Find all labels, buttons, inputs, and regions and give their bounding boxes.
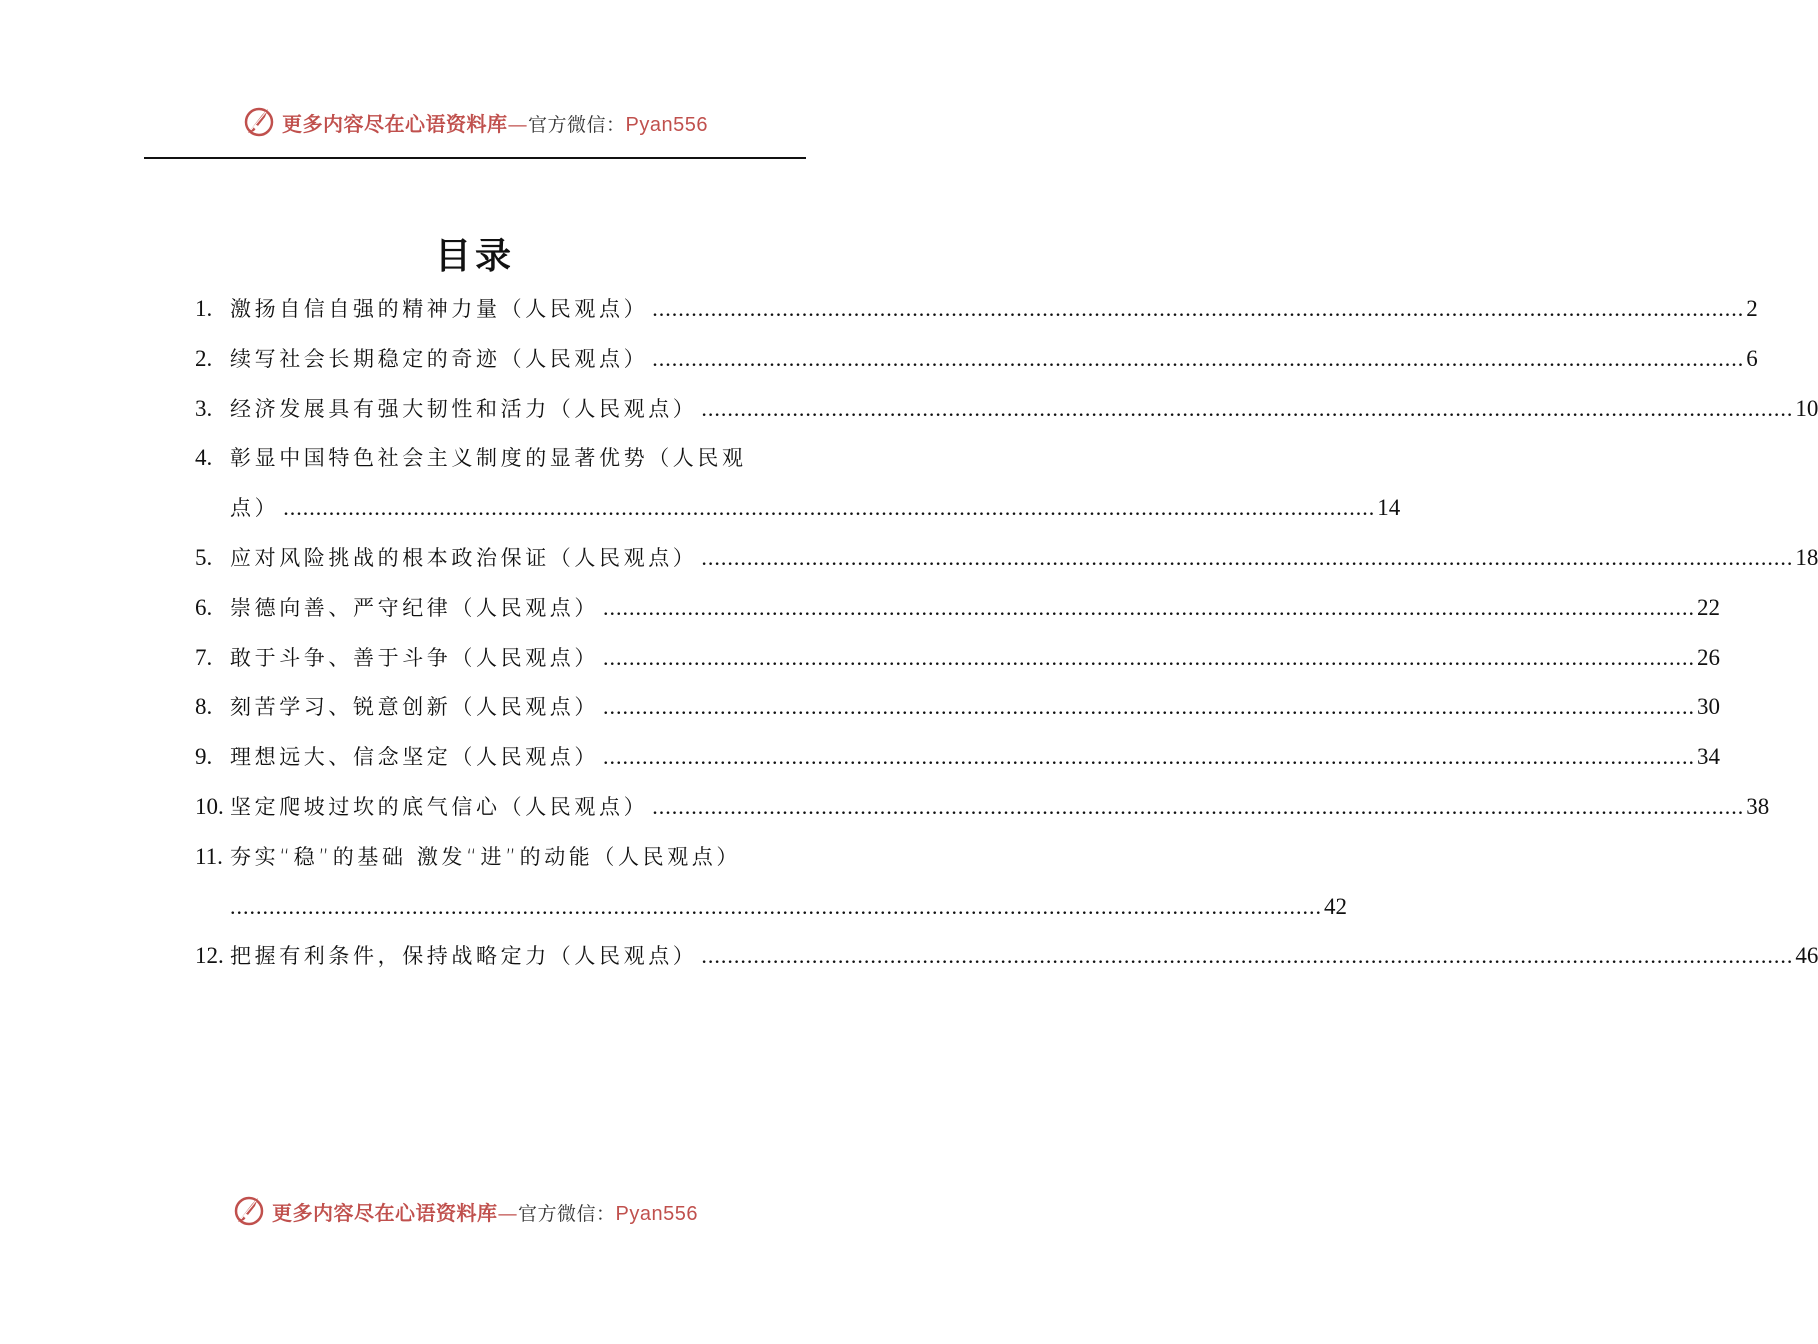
toc-entry-title: 坚定爬坡过坎的底气信心（人民观点） [230, 794, 649, 819]
toc-entry[interactable] [195, 533, 1818, 583]
toc-entry[interactable] [195, 832, 1347, 932]
toc-entry-title: 夯实“稳”的基础 激发“进”的动能（人民观点） [230, 844, 741, 869]
toc-entry-page: 2 [1746, 296, 1758, 321]
toc-entry-title: 把握有利条件，保持战略定力（人民观点） [230, 944, 698, 969]
toc-entry-page: 38 [1746, 793, 1770, 819]
toc-entry-number: 8. [195, 694, 213, 720]
toc-entry-title: 理想远大、信念坚定（人民观点） [230, 745, 599, 770]
toc-entry-title: 经济发展具有强大韧性和活力（人民观点） [230, 396, 698, 421]
toc-entry[interactable] [195, 583, 1720, 633]
toc-entry-number: 2. [195, 345, 213, 371]
toc-entry[interactable] [195, 633, 1720, 683]
toc-entry-title-continued: 点） [230, 496, 280, 521]
dot-leader [701, 533, 1793, 583]
toc-entry-page: 14 [1377, 495, 1401, 521]
toc-entry-number: 1. [195, 296, 213, 321]
toc-entry-number: 4. [195, 445, 213, 471]
toc-entry[interactable] [195, 433, 1401, 533]
toc-entry-title: 敢于斗争、善于斗争（人民观点） [230, 645, 599, 670]
banner-separator: — [507, 111, 528, 136]
banner-wechat-id: Pyan556 [615, 1202, 698, 1225]
dot-leader [652, 284, 1744, 334]
header-banner [0, 102, 950, 142]
toc-title: 目录 [434, 235, 515, 277]
toc-entry[interactable] [195, 682, 1720, 732]
dot-leader [701, 384, 1793, 434]
table-of-contents [195, 284, 1818, 981]
toc-entry[interactable] [195, 732, 1720, 782]
toc-entry[interactable] [195, 334, 1758, 384]
quill-logo-icon [232, 1194, 266, 1228]
toc-entry-number: 12. [195, 943, 224, 969]
toc-entry-title: 应对风险挑战的根本政治保证（人民观点） [230, 545, 698, 570]
toc-entry-title: 崇德向善、严守纪律（人民观点） [230, 595, 599, 620]
toc-entry[interactable] [195, 384, 1818, 434]
banner-wechat-id: Pyan556 [625, 113, 708, 136]
toc-entry[interactable] [195, 931, 1818, 981]
banner-main-text: 更多内容尽在心语资料库 [272, 1200, 498, 1225]
dot-leader [701, 931, 1793, 981]
dot-leader [652, 334, 1744, 384]
banner-main-text: 更多内容尽在心语资料库 [282, 111, 508, 136]
toc-entry-page: 30 [1697, 694, 1720, 720]
dot-leader [603, 583, 1695, 633]
dot-leader [603, 682, 1695, 732]
toc-entry-page: 18 [1795, 544, 1818, 570]
footer-banner [0, 1191, 940, 1231]
toc-entry-page: 10 [1795, 395, 1818, 421]
header-divider [144, 157, 806, 159]
dot-leader [652, 782, 1744, 832]
banner-sub-text: 官方微信： [528, 113, 626, 136]
toc-entry-number: 3. [195, 395, 213, 421]
toc-entry-page: 46 [1795, 943, 1818, 969]
toc-entry-number: 10. [195, 793, 224, 819]
toc-entry-page: 26 [1697, 644, 1720, 670]
dot-leader [283, 483, 1375, 533]
quill-logo-icon [242, 105, 276, 139]
toc-entry-page: 34 [1697, 744, 1720, 770]
dot-leader [603, 633, 1695, 683]
dot-leader [603, 732, 1695, 782]
toc-entry-number: 9. [195, 744, 213, 770]
toc-entry-number: 5. [195, 544, 213, 570]
toc-entry-title: 刻苦学习、锐意创新（人民观点） [230, 695, 599, 720]
toc-entry-number: 7. [195, 644, 213, 670]
toc-entry-title: 续写社会长期稳定的奇迹（人民观点） [230, 346, 649, 371]
toc-entry-number: 11. [195, 843, 223, 869]
toc-entry-number: 6. [195, 594, 213, 620]
banner-sub-text: 官方微信： [518, 1202, 616, 1225]
toc-entry-page: 6 [1746, 345, 1758, 371]
dot-leader [230, 882, 1322, 932]
toc-entry-page: 22 [1697, 594, 1720, 620]
toc-entry[interactable] [195, 284, 1758, 334]
toc-entry-title: 彰显中国特色社会主义制度的显著优势（人民观 [230, 446, 747, 471]
toc-entry-title: 激扬自信自强的精神力量（人民观点） [230, 297, 649, 321]
toc-entry-page: 42 [1324, 893, 1347, 919]
toc-entry[interactable] [195, 782, 1770, 832]
banner-separator: — [497, 1200, 518, 1225]
